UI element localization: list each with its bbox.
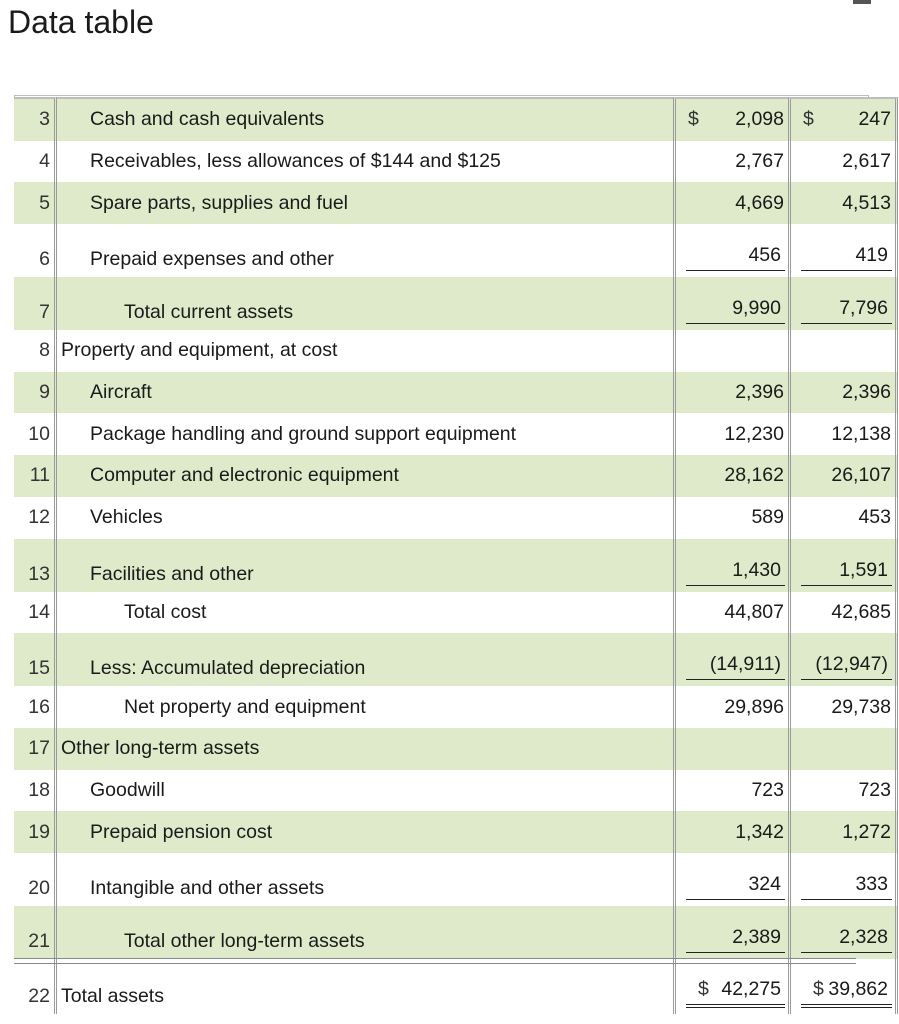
value-prior-year	[788, 539, 898, 592]
table-row	[14, 455, 898, 497]
row-number: 6	[14, 224, 57, 277]
table-row	[14, 853, 898, 906]
table-row	[14, 330, 898, 372]
value-prior-year	[788, 372, 898, 414]
amount: 453	[858, 506, 891, 529]
row-label: Package handling and ground support equipment	[57, 413, 673, 455]
amount: 12,138	[831, 422, 891, 445]
amount: 7,796	[839, 297, 888, 320]
dollar-sign: $	[813, 977, 824, 1000]
amount: 29,738	[831, 695, 891, 718]
amount: 2,328	[839, 925, 888, 948]
amount: 28,162	[724, 464, 784, 487]
value-current-year	[673, 906, 788, 959]
amount: 1,430	[732, 558, 781, 581]
amount: 2,617	[842, 150, 891, 173]
table-row	[14, 497, 898, 539]
value-current-year	[673, 224, 788, 277]
value-current-year	[673, 97, 788, 141]
amount: 2,396	[842, 381, 891, 404]
row-number: 17	[14, 728, 57, 770]
amount: 1,272	[842, 820, 891, 843]
row-number: 13	[14, 539, 57, 592]
row-label: Cash and cash equivalents	[57, 97, 673, 141]
row-label: Computer and electronic equipment	[57, 455, 673, 497]
row-number: 8	[14, 330, 57, 372]
amount: 9,990	[732, 297, 781, 320]
value-prior-year	[788, 959, 898, 1014]
value-current-year	[673, 539, 788, 592]
amount: (14,911)	[709, 653, 781, 676]
table-row	[14, 633, 898, 686]
value-prior-year	[788, 182, 898, 224]
row-label: Property and equipment, at cost	[57, 330, 673, 372]
value-current-year	[673, 728, 788, 770]
amount: 44,807	[724, 600, 784, 623]
row-label: Net property and equipment	[57, 686, 673, 728]
value-current-year	[673, 959, 788, 1014]
row-number: 22	[14, 959, 57, 1014]
row-number: 9	[14, 372, 57, 414]
balance-sheet-table	[14, 97, 898, 1014]
value-prior-year	[788, 906, 898, 959]
value-current-year	[673, 770, 788, 812]
value-current-year	[673, 141, 788, 183]
amount: 2,396	[735, 381, 784, 404]
balance-sheet-body	[14, 97, 898, 1014]
value-prior-year	[788, 277, 898, 330]
row-number: 21	[14, 906, 57, 959]
row-label: Intangible and other assets	[57, 853, 673, 906]
row-label: Aircraft	[57, 372, 673, 414]
row-number: 19	[14, 811, 57, 853]
value-prior-year	[788, 97, 898, 141]
row-label: Total assets	[57, 959, 673, 1014]
value-current-year	[673, 330, 788, 372]
value-current-year	[673, 853, 788, 906]
amount: 419	[855, 244, 888, 267]
row-label: Total other long-term assets	[57, 906, 673, 959]
amount: 39,862	[828, 977, 888, 1000]
table-row	[14, 959, 898, 1014]
amount: 29,896	[724, 695, 784, 718]
value-prior-year	[788, 224, 898, 277]
row-label: Goodwill	[57, 770, 673, 812]
corner-handle	[853, 0, 871, 4]
table-row	[14, 182, 898, 224]
amount: 1,342	[735, 820, 784, 843]
value-current-year	[673, 372, 788, 414]
amount: 12,230	[724, 422, 784, 445]
value-current-year	[673, 686, 788, 728]
row-number: 7	[14, 277, 57, 330]
row-number: 20	[14, 853, 57, 906]
amount: 42,275	[721, 977, 781, 1000]
table-row	[14, 539, 898, 592]
row-number: 3	[14, 97, 57, 141]
amount: 2,098	[735, 108, 784, 131]
row-label: Spare parts, supplies and fuel	[57, 182, 673, 224]
amount: 247	[858, 108, 891, 131]
table-row	[14, 413, 898, 455]
amount: 2,767	[735, 150, 784, 173]
table-row	[14, 811, 898, 853]
value-prior-year	[788, 728, 898, 770]
table-row	[14, 686, 898, 728]
row-number: 16	[14, 686, 57, 728]
amount: 1,591	[839, 558, 888, 581]
table-row	[14, 592, 898, 634]
row-label: Prepaid pension cost	[57, 811, 673, 853]
row-number: 14	[14, 592, 57, 634]
row-label: Vehicles	[57, 497, 673, 539]
amount: 723	[751, 778, 784, 801]
table-row	[14, 141, 898, 183]
amount: 333	[855, 872, 888, 895]
amount: 2,389	[732, 925, 781, 948]
row-number: 11	[14, 455, 57, 497]
row-number: 10	[14, 413, 57, 455]
value-prior-year	[788, 770, 898, 812]
row-number: 18	[14, 770, 57, 812]
value-current-year	[673, 277, 788, 330]
row-number: 5	[14, 182, 57, 224]
row-label: Facilities and other	[57, 539, 673, 592]
amount: (12,947)	[815, 653, 888, 676]
value-prior-year	[788, 811, 898, 853]
page-title: Data table	[8, 4, 154, 40]
row-label: Less: Accumulated depreciation	[57, 633, 673, 686]
row-label: Total current assets	[57, 277, 673, 330]
table-row	[14, 277, 898, 330]
value-current-year	[673, 592, 788, 634]
row-number: 4	[14, 141, 57, 183]
value-current-year	[673, 413, 788, 455]
table-row	[14, 97, 898, 141]
table-row	[14, 728, 898, 770]
value-prior-year	[788, 141, 898, 183]
value-current-year	[673, 455, 788, 497]
row-label: Receivables, less allowances of $144 and $125	[57, 141, 673, 183]
row-label: Other long-term assets	[57, 728, 673, 770]
dollar-sign: $	[803, 108, 814, 131]
value-prior-year	[788, 413, 898, 455]
amount: 42,685	[831, 600, 891, 623]
amount: 456	[748, 244, 781, 267]
value-current-year	[673, 497, 788, 539]
amount: 723	[858, 778, 891, 801]
table-row	[14, 372, 898, 414]
value-current-year	[673, 811, 788, 853]
amount: 4,513	[842, 191, 891, 214]
table-row	[14, 770, 898, 812]
row-label: Total cost	[57, 592, 673, 634]
amount: 26,107	[831, 464, 891, 487]
amount: 324	[748, 872, 781, 895]
row-number: 15	[14, 633, 57, 686]
amount: 4,669	[735, 191, 784, 214]
value-prior-year	[788, 330, 898, 372]
value-current-year	[673, 182, 788, 224]
value-prior-year	[788, 686, 898, 728]
value-prior-year	[788, 853, 898, 906]
dollar-sign: $	[698, 977, 709, 1000]
value-current-year	[673, 633, 788, 686]
table-row	[14, 906, 898, 959]
row-label: Prepaid expenses and other	[57, 224, 673, 277]
value-prior-year	[788, 592, 898, 634]
table-bottom-rule	[14, 958, 856, 964]
value-prior-year	[788, 633, 898, 686]
value-prior-year	[788, 455, 898, 497]
amount: 589	[751, 506, 784, 529]
value-prior-year	[788, 497, 898, 539]
row-number: 12	[14, 497, 57, 539]
table-row	[14, 224, 898, 277]
dollar-sign: $	[688, 108, 699, 131]
